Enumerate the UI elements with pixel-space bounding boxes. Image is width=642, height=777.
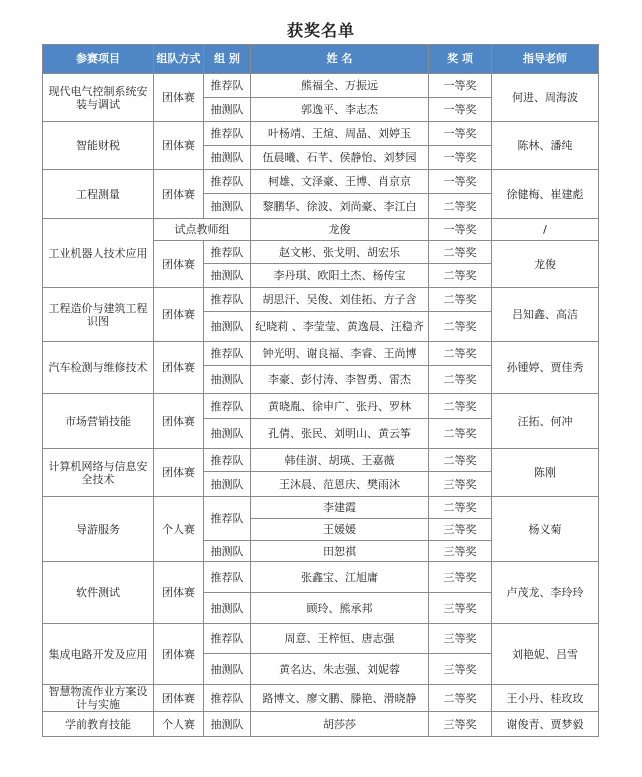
group-cell: 推荐队 — [204, 394, 251, 419]
award-cell: 二等奖 — [429, 241, 492, 264]
header-project: 参赛项目 — [43, 45, 154, 74]
names-cell: 李丹琪、欧阳土杰、杨传宝 — [251, 264, 429, 288]
mode-cell: 团体赛 — [154, 562, 204, 624]
mode-cell: 个人赛 — [154, 712, 204, 737]
group-cell: 抽测队 — [204, 264, 251, 288]
group-cell: 抽测队 — [204, 541, 251, 562]
group-cell: 推荐队 — [204, 342, 251, 366]
teacher-cell: 刘艳妮、吕雪 — [492, 624, 599, 685]
group-cell: 推荐队 — [204, 122, 251, 146]
group-cell: 推荐队 — [204, 74, 251, 98]
award-cell: 三等奖 — [429, 624, 492, 654]
award-cell: 三等奖 — [429, 654, 492, 685]
award-cell: 三等奖 — [429, 519, 492, 541]
group-cell: 抽测队 — [204, 146, 251, 170]
mode-cell: 团体赛 — [154, 394, 204, 449]
group-cell: 抽测队 — [204, 366, 251, 394]
table-row — [43, 74, 599, 98]
project-cell: 工程造价与建筑工程识图 — [43, 288, 154, 342]
teacher-cell: 卢茂龙、李玲玲 — [492, 562, 599, 624]
teacher-cell: 汪拓、何冲 — [492, 394, 599, 449]
table-row — [43, 288, 599, 312]
names-cell: 伍晨曦、石芊、侯静怡、刘梦园 — [251, 146, 429, 170]
group-cell: 抽测队 — [204, 419, 251, 449]
award-cell: 二等奖 — [429, 264, 492, 288]
group-cell: 抽测队 — [204, 712, 251, 737]
group-cell: 推荐队 — [204, 449, 251, 472]
award-cell: 一等奖 — [429, 98, 492, 122]
names-cell: 周意、王梓恒、唐志强 — [251, 624, 429, 654]
teacher-cell: 龙俊 — [492, 241, 599, 288]
names-cell: 胡莎莎 — [251, 712, 429, 737]
project-cell: 软件测试 — [43, 562, 154, 624]
teacher-cell: 杨义菊 — [492, 497, 599, 562]
mode-cell: 团体赛 — [154, 241, 204, 288]
page-title: 获奖名单 — [286, 21, 355, 40]
table-row — [43, 219, 599, 241]
teacher-cell: 孙锺婷、贾佳秀 — [492, 342, 599, 394]
group-cell: 推荐队 — [204, 685, 251, 712]
table-header-row — [43, 45, 599, 74]
teacher-cell: 陈刚 — [492, 449, 599, 497]
teacher-cell: 吕知鑫、高洁 — [492, 288, 599, 342]
project-cell: 学前教育技能 — [43, 712, 154, 737]
project-cell: 市场营销技能 — [43, 394, 154, 449]
award-cell: 二等奖 — [429, 366, 492, 394]
mode-cell: 团体赛 — [154, 74, 204, 122]
names-cell: 郭逸平、李志杰 — [251, 98, 429, 122]
names-cell: 顾玲、熊承邦 — [251, 593, 429, 624]
table-row — [43, 685, 599, 712]
award-cell: 三等奖 — [429, 562, 492, 593]
group-cell: 推荐队 — [204, 170, 251, 194]
mode-cell: 团体赛 — [154, 288, 204, 342]
award-cell: 一等奖 — [429, 146, 492, 170]
names-cell: 黄晓胤、徐申广、张丹、罗林 — [251, 394, 429, 419]
names-cell: 胡思汗、吴俊、刘佳拓、方子含 — [251, 288, 429, 312]
project-cell: 汽车检测与维修技术 — [43, 342, 154, 394]
table-row — [43, 342, 599, 366]
teacher-cell: / — [492, 219, 599, 241]
mode-cell: 团体赛 — [154, 122, 204, 170]
award-cell: 三等奖 — [429, 712, 492, 737]
award-cell: 二等奖 — [429, 449, 492, 472]
table-row — [43, 449, 599, 472]
group-cell: 抽测队 — [204, 98, 251, 122]
table-row — [43, 122, 599, 146]
names-cell: 叶杨靖、王煊、周晶、刘婷玉 — [251, 122, 429, 146]
group-cell: 抽测队 — [204, 654, 251, 685]
group-cell: 推荐队 — [204, 497, 251, 541]
mode-cell: 团体赛 — [154, 449, 204, 497]
award-cell: 三等奖 — [429, 593, 492, 624]
names-cell: 黄名达、朱志强、刘妮蓉 — [251, 654, 429, 685]
award-cell: 一等奖 — [429, 74, 492, 98]
names-cell: 李建霞 — [251, 497, 429, 519]
names-cell: 龙俊 — [251, 219, 429, 241]
mode-cell: 团体赛 — [154, 342, 204, 394]
project-cell: 现代电气控制系统安装与调试 — [43, 74, 154, 122]
project-cell: 工业机器人技术应用 — [43, 219, 154, 288]
project-cell: 智慧物流作业方案设计与实施 — [43, 685, 154, 712]
award-cell: 一等奖 — [429, 170, 492, 194]
names-cell: 柯雄、文泽豪、王博、肖京京 — [251, 170, 429, 194]
award-cell: 二等奖 — [429, 419, 492, 449]
teacher-cell: 陈林、潘纯 — [492, 122, 599, 170]
award-cell: 二等奖 — [429, 685, 492, 712]
names-cell: 孔倩、张民、刘明山、黄云筝 — [251, 419, 429, 449]
project-cell: 集成电路开发及应用 — [43, 624, 154, 685]
names-cell: 路博文、廖文鹏、滕艳、滑晓静 — [251, 685, 429, 712]
project-cell: 计算机网络与信息安全技术 — [43, 449, 154, 497]
names-cell: 纪晓莉 、李莹莹、黄逸晨、汪稳齐 — [251, 312, 429, 342]
award-cell: 二等奖 — [429, 312, 492, 342]
table-row — [43, 170, 599, 194]
award-cell: 二等奖 — [429, 194, 492, 219]
group-cell: 推荐队 — [204, 562, 251, 593]
group-cell: 抽测队 — [204, 194, 251, 219]
award-cell: 二等奖 — [429, 394, 492, 419]
award-cell: 二等奖 — [429, 342, 492, 366]
names-cell: 钟光明、谢良福、李睿、王尚博 — [251, 342, 429, 366]
group-cell: 抽测队 — [204, 312, 251, 342]
mode-cell: 团体赛 — [154, 624, 204, 685]
names-cell: 王媛媛 — [251, 519, 429, 541]
group-cell: 抽测队 — [204, 593, 251, 624]
header-award: 奖 项 — [429, 45, 492, 74]
names-cell: 熊福全、万振远 — [251, 74, 429, 98]
teacher-cell: 何进、周海波 — [492, 74, 599, 122]
mode-cell: 试点教师组 — [154, 219, 251, 241]
table-row — [43, 394, 599, 419]
header-teacher: 指导老师 — [492, 45, 599, 74]
award-cell: 二等奖 — [429, 497, 492, 519]
header-mode: 组队方式 — [154, 45, 204, 74]
mode-cell: 团体赛 — [154, 170, 204, 219]
names-cell: 赵文彬、张戈明、胡宏乐 — [251, 241, 429, 264]
award-cell: 二等奖 — [429, 288, 492, 312]
names-cell: 田恕祺 — [251, 541, 429, 562]
names-cell: 张鑫宝、江旭庸 — [251, 562, 429, 593]
teacher-cell: 王小丹、桂玫玫 — [492, 685, 599, 712]
header-names: 姓 名 — [251, 45, 429, 74]
award-cell: 三等奖 — [429, 472, 492, 497]
mode-cell: 个人赛 — [154, 497, 204, 562]
names-cell: 李豪、彭付涛、李智勇、雷杰 — [251, 366, 429, 394]
group-cell: 推荐队 — [204, 241, 251, 264]
group-cell: 抽测队 — [204, 472, 251, 497]
mode-cell: 团体赛 — [154, 685, 204, 712]
teacher-cell: 徐健梅、崔建彪 — [492, 170, 599, 219]
table-row — [43, 624, 599, 654]
project-cell: 工程测量 — [43, 170, 154, 219]
award-cell: 三等奖 — [429, 541, 492, 562]
teacher-cell: 谢俊青、贾梦毅 — [492, 712, 599, 737]
header-group: 组 别 — [204, 45, 251, 74]
project-cell: 智能财税 — [43, 122, 154, 170]
table-row — [43, 562, 599, 593]
names-cell: 王沐晨、范恩庆、樊雨沐 — [251, 472, 429, 497]
names-cell: 韩佳澍、胡瑛、王嘉薇 — [251, 449, 429, 472]
names-cell: 黎鹏华、徐波、刘尚豪、李江白 — [251, 194, 429, 219]
group-cell: 推荐队 — [204, 624, 251, 654]
award-cell: 一等奖 — [429, 219, 492, 241]
group-cell: 推荐队 — [204, 288, 251, 312]
project-cell: 导游服务 — [43, 497, 154, 562]
award-table — [42, 44, 599, 737]
award-cell: 一等奖 — [429, 122, 492, 146]
table-row — [43, 497, 599, 519]
table-row — [43, 712, 599, 737]
